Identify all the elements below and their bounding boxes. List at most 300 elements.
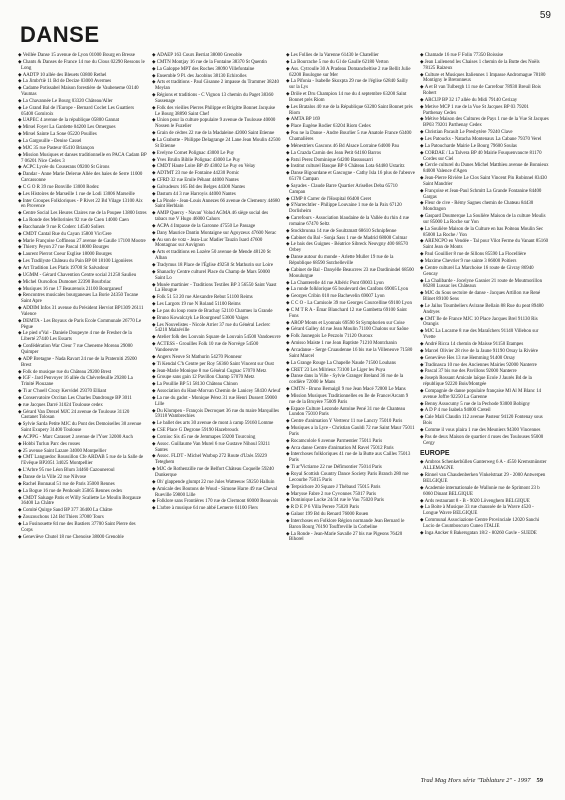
entry-text: Dastum 44 3 rue Harroyis 44000 Nantes — [156, 191, 236, 197]
bullet-icon: ◆ — [286, 266, 291, 272]
entry-text: Gérard Galley 44 rue Jean Moulin 71100 Chalons sur Saône — [290, 327, 409, 333]
bullet-icon: ◆ — [420, 187, 425, 193]
bullet-icon: ◆ — [152, 210, 157, 216]
bullet-icon: ◆ — [420, 340, 425, 346]
bullet-icon: ◆ — [152, 394, 157, 400]
entry-text: Régions et traditions - C Vignon 13 chemin du Paget 38360 Sassenage — [155, 93, 274, 104]
address-entry — [286, 531, 415, 544]
entry-text: Au son de votz - Jean-Luc Madier Tauzin Isard 47600 Montagnac sur Auvignon — [155, 237, 263, 249]
entry-text: IGF - Jard Penvoyer 16 allée du Chévrefeuille 29280 La Trinité Plouzane — [21, 376, 133, 388]
bullet-icon: ◆ — [152, 177, 157, 183]
entry-text: R D E P 6 Villa Perere 75020 Paris — [290, 505, 360, 511]
address-entry — [18, 402, 147, 409]
bullet-icon: ◆ — [420, 149, 425, 155]
address-entry — [152, 361, 281, 368]
entry-text: Le Jailus Toumbeliers Avirane Bellain 88 Rue du peat 89480 Andryes — [423, 303, 544, 315]
address-entry — [152, 269, 281, 282]
address-entry — [152, 198, 281, 211]
bullet-icon: ◆ — [286, 254, 291, 260]
entry-text: CMDT Saluage Patis et Willy Scaliette Le Moulin Borgauze 36400 La Châtre — [21, 495, 141, 507]
bullet-icon: ◆ — [152, 367, 157, 373]
address-entry — [18, 272, 147, 279]
bullet-icon: ◆ — [18, 375, 23, 381]
address-entry — [286, 511, 415, 518]
entry-text: Ass. Cytroulle 30 A Pradeau Domancheltise 2 rue Bellit Julie 62200 Boulogne sur Mer — [289, 66, 411, 78]
entry-text: Ensemble 9 Pl. des Jacobins 38130 Echirolles — [156, 73, 247, 79]
entry-text: La Grabotte - Philippe Delagrange 24 Lane Jean Moulin 42500 St Etienne — [155, 137, 281, 149]
bullet-icon: ◆ — [286, 149, 291, 155]
entry-text: La Bogue 16 rue de Penhouët 35065 Rennes cedex — [22, 488, 123, 494]
address-entry — [420, 162, 549, 175]
address-entry — [152, 117, 281, 130]
entry-text: La Pouillie BP 51 58130 Château Chinon — [156, 382, 238, 388]
bullet-icon: ◆ — [420, 238, 425, 244]
entry-text: Stockbrunna 14 rue de Soultzmatt 68610 Schnipfenne — [290, 228, 397, 234]
address-entry — [18, 448, 147, 455]
address-entry — [18, 409, 147, 422]
address-entry — [286, 484, 415, 491]
address-entry — [152, 374, 281, 381]
address-entry — [286, 150, 415, 157]
bullet-icon: ◆ — [286, 58, 291, 64]
entry-text: AMIP Quercy - Navan' Volud AGMA 46 siège social des tabacs rue V Hugo 46000 Cahors — [155, 211, 269, 223]
bullet-icon: ◆ — [152, 453, 157, 459]
address-entry — [18, 488, 147, 495]
bullet-icon: ◆ — [286, 170, 291, 176]
address-entry — [152, 341, 281, 354]
bullet-icon: ◆ — [420, 52, 425, 57]
bullet-icon: ◆ — [286, 366, 291, 372]
address-entry — [420, 434, 549, 447]
bullet-icon: ◆ — [152, 498, 157, 504]
address-entry — [286, 347, 415, 360]
entry-text: Espace Culture Lezonde Antoine Pené 31 rue de Chanteau Lundon 75010 Paris — [289, 406, 406, 418]
address-entry — [286, 202, 415, 215]
entry-text: ACTESS - Grouilles Folk 10 rue de Norvège 54500 Vandoeuvre — [155, 342, 259, 353]
bullet-icon: ◆ — [286, 373, 291, 379]
europe-entries — [420, 459, 549, 536]
bullet-icon: ◆ — [18, 285, 23, 291]
address-entry — [18, 238, 147, 245]
bullet-icon: ◆ — [152, 466, 157, 472]
entry-text: Cabinet de Bal - Danyèlle Beaucrew 23 rue Dardinindel 68500 Mooulurgue — [289, 267, 414, 279]
address-entry — [152, 262, 281, 269]
address-entry — [18, 117, 147, 124]
entry-text: Centre d'animation Y Vertrenr 11 rue Lancry 75010 Paris — [290, 419, 403, 425]
address-entry — [152, 479, 281, 486]
entry-text: La Chanterelle 44 rue Albéric Pont 69003 Lyon — [290, 280, 384, 286]
bullet-icon: ◆ — [286, 234, 291, 240]
address-entry — [18, 138, 147, 145]
entry-text: Les Tradilyste Château du Pain BP 08 18100 Ligonières — [22, 259, 133, 265]
address-entry — [420, 213, 549, 226]
address-entry — [18, 434, 147, 441]
entry-text: Centre culturel La Marchoise 16 route de Givray 86940 Gencay — [423, 265, 534, 277]
address-entry — [18, 244, 147, 251]
bullet-icon: ◆ — [420, 58, 425, 64]
address-entry — [420, 316, 549, 329]
bullet-icon: ◆ — [286, 52, 291, 57]
address-entry — [18, 124, 147, 131]
bullet-icon: ◆ — [420, 116, 425, 122]
bullet-icon: ◆ — [286, 65, 291, 71]
entry-text: AROP Monts et Lyonnais 69590 St Symphorien sur Coise — [290, 320, 405, 326]
address-entry — [420, 388, 549, 401]
address-entry — [286, 66, 415, 79]
bullet-icon: ◆ — [286, 300, 291, 306]
address-entry — [18, 356, 147, 369]
bullet-icon: ◆ — [420, 264, 425, 270]
entry-text: Danse Bigourdane et Gascogne - Cathy Isla 16 plus de l'abeuve 65170 Campan — [289, 171, 415, 183]
entry-text: Musée martinier - Traditions Textiles BP 3 56550 Saint Vaast La Hougue — [155, 282, 277, 294]
bullet-icon: ◆ — [286, 497, 291, 503]
bullet-icon: ◆ — [18, 85, 23, 91]
address-entry — [152, 334, 281, 341]
bullet-icon: ◆ — [286, 333, 291, 339]
bullet-icon: ◆ — [18, 52, 23, 57]
bullet-icon: ◆ — [286, 306, 291, 312]
entry-text: ACPA 4 Impasse de la Garonne 47550 Le Passage — [156, 223, 256, 229]
entry-text: Rachel Bonnaud 51 rue de Paris 35000 Rennes — [22, 481, 115, 487]
address-entry — [286, 228, 415, 235]
address-entry — [286, 504, 415, 511]
bullet-icon: ◆ — [18, 171, 23, 177]
entry-text: Inter Groupes Folkloriques - P Rivet 22 Bd Vilage 13100 Aix en Provence — [21, 198, 143, 210]
bullet-icon: ◆ — [420, 103, 425, 109]
entry-text: La Fusinouette 84 rue des Bastiers 37700 Saint Pierre des Corps — [21, 521, 136, 533]
address-entry — [18, 279, 147, 286]
address-entry — [286, 393, 415, 406]
bullet-icon: ◆ — [286, 163, 291, 169]
address-entry — [152, 170, 281, 177]
address-entry — [152, 223, 281, 230]
bullet-icon: ◆ — [152, 229, 157, 235]
bullet-icon: ◆ — [152, 236, 157, 242]
entry-text: La Pinole - Jean-Louis Annezes 66 avenue de Clemenry 44680 Saint Herblain — [155, 198, 280, 210]
entry-text: Geneviève Chutel 18 rue Chenoise 38000 Grenoble — [22, 534, 124, 540]
bullet-icon: ◆ — [420, 375, 425, 381]
address-entry — [286, 320, 415, 327]
entry-text: Confédération War Cleur 7 rue Cheneme Moreau 29000 Quimper — [21, 344, 133, 355]
address-entry — [286, 373, 415, 386]
bullet-icon: ◆ — [420, 433, 425, 439]
entry-text: Pou ne la Danse - Andre Bourlier 5 rue Anatole France 63400 Chamalières — [289, 131, 412, 142]
bullet-icon: ◆ — [420, 129, 425, 135]
bullet-icon: ◆ — [18, 210, 23, 216]
bullet-icon: ◆ — [286, 116, 291, 122]
entry-text: Ti Kendal C'h Centre per Roy 56360 Saint Vincent sur Oust — [156, 361, 274, 367]
bullet-icon: ◆ — [18, 251, 23, 257]
entry-text: C C O - La Camisole 39 rue Georges Courcelline 69100 Lyon — [290, 301, 412, 307]
bullet-icon: ◆ — [420, 142, 425, 148]
bullet-icon: ◆ — [286, 279, 291, 285]
bullet-icon: ◆ — [18, 514, 23, 520]
address-entry — [420, 136, 549, 143]
entry-text: Pas de deux Maison de quartier 4 ruses des Toulouses 95000 Cergy — [423, 434, 544, 446]
address-entry — [18, 171, 147, 184]
address-entry — [420, 97, 549, 104]
bullet-icon: ◆ — [286, 286, 291, 292]
entry-text: Jean Luilenend les Chaises 1 chemin de la Butte des Noëls 78125 Raizeux — [423, 59, 540, 71]
entry-text: CIMP 8 Carrer de l'Hospital 66400 Ceret — [290, 196, 371, 202]
address-entry — [286, 300, 415, 307]
address-entry — [286, 445, 415, 452]
entry-text: Zouzouchons 124 Bd Thiers 37000 Tours — [22, 515, 104, 521]
bullet-icon: ◆ — [420, 258, 425, 263]
entry-text: Terpsichore 20 Square J Thébaud 75015 Paris — [290, 484, 381, 490]
address-entry — [286, 406, 415, 419]
bullet-icon: ◆ — [18, 97, 23, 103]
entry-text: Grain de cèdres 22 rue de la Madaleine 42000 Saint Etienne — [156, 131, 275, 137]
address-entry — [152, 505, 281, 512]
bullet-icon: ◆ — [420, 328, 425, 334]
entry-text: ARCUP BP 32 17 allée du Midi 79140 Cerizay — [424, 97, 518, 103]
bullet-icon: ◆ — [152, 92, 157, 98]
bullet-icon: ◆ — [420, 504, 425, 510]
entry-text: Chants & Danses de France 14 rue du Clous 02290 Ressons le Long — [21, 59, 145, 71]
bullet-icon: ◆ — [286, 215, 291, 221]
entry-text: La Boite à Musique 33 rue chaussée de la Wavre 4520 - Longue Wavre BELGIQUE — [423, 505, 534, 517]
address-entry — [18, 507, 147, 514]
bullet-icon: ◆ — [18, 183, 23, 189]
entry-text: Amicale des Boutons de Woud - Simone Harre 49 rue Cheval Rueville 59800 Lille — [155, 486, 278, 498]
entry-text: Union pour la culture populaire 9 avenue de Toulouse 40000 Nossen le Fuzelier — [155, 118, 276, 130]
address-entry — [18, 343, 147, 356]
entry-text: Les Histoires de Marseille 1 rue de Lodi 13006 Marseille — [22, 191, 135, 197]
bullet-icon: ◆ — [286, 293, 291, 299]
bullet-icon: ◆ — [18, 507, 23, 513]
bullet-icon: ◆ — [18, 271, 23, 277]
bullet-icon: ◆ — [152, 388, 157, 394]
address-entry — [152, 441, 281, 454]
bullet-icon: ◆ — [152, 341, 157, 347]
address-entry — [420, 341, 549, 348]
entry-text: Le bais des Guignes - Béatrice Sibreck Neuvgny 400 68570 Orbey — [289, 242, 408, 254]
entry-text: Danse autour du monde - Arlette Muller 19 rue de la République 68590 Sutchelleville — [289, 255, 394, 266]
address-entry — [420, 84, 549, 97]
bullet-icon: ◆ — [420, 361, 425, 367]
address-entry — [286, 91, 415, 104]
entry-text: Interchoses en Folklore Région normande Jean Bernard le Baron Bourg 76190 Touffreville la Corbeline — [289, 518, 405, 530]
address-entry — [18, 145, 147, 152]
bullet-icon: ◆ — [18, 454, 23, 460]
entry-text: Les Nouvelistes - Nicole Arrier 37 rue du Général Leclerc 54210 Malzéville — [155, 322, 271, 334]
entry-text: Françoise et Jean-Paul Schmitt La Grande Fontanine 84400 Gargas — [423, 188, 542, 200]
bullet-icon: ◆ — [152, 156, 157, 162]
bullet-icon: ◆ — [286, 326, 291, 332]
entry-text: Sayades - Claude Barre Quartier Ariselles Deba 65710 Campan — [289, 183, 398, 195]
bullet-icon: ◆ — [18, 520, 23, 526]
bullet-icon: ◆ — [286, 392, 291, 398]
address-entry — [286, 183, 415, 196]
address-entry — [286, 286, 415, 293]
address-entry — [420, 226, 549, 239]
entry-text: Dany Maurice Dantin Montaigne sur Agoyzeux 47600 Nerac — [156, 230, 277, 236]
bullet-icon: ◆ — [286, 91, 291, 97]
entry-text: Mission Musiques et danses traditionnelle en PACA Cadam BP 7 06201 Nice Cedex 3 — [21, 152, 147, 164]
entry-text: La Pifonia - Isabelle Skoxpta 29 rue de l'église 62840 Sailly sur la Lys — [289, 79, 409, 91]
bullet-icon: ◆ — [18, 433, 23, 439]
address-entry — [152, 191, 281, 198]
address-entry — [18, 198, 147, 211]
address-entry — [286, 418, 415, 425]
bullet-icon: ◆ — [152, 374, 157, 380]
address-entry — [420, 72, 549, 85]
bullet-icon: ◆ — [18, 330, 23, 336]
address-entry — [286, 425, 415, 438]
address-entry — [420, 504, 549, 517]
address-entry — [420, 143, 549, 150]
address-entry — [18, 330, 147, 343]
address-entry — [18, 474, 147, 481]
page-footer — [421, 777, 543, 784]
bullet-icon: ◆ — [18, 244, 23, 250]
entry-text: Tradinasca 10 rue des Anciennes Mairies 92000 Nanterre — [424, 362, 537, 368]
entry-text: Cornioc Sis 45 rue de Jemmapes 59200 Tourcoing — [156, 434, 256, 440]
bullet-icon: ◆ — [152, 294, 157, 300]
bullet-icon: ◆ — [152, 334, 157, 340]
bullet-icon: ◆ — [18, 278, 23, 284]
entry-text: Evelyne Cornet Polignac 43000 Le Puy — [156, 150, 235, 156]
entry-text: Rencontres musicales bourganeues La Borie 24350 Tocane Saint Apre — [21, 293, 139, 305]
entry-text: La ronde folklorique 65 boulevard des Canfons 69005 Lyon — [290, 287, 409, 293]
bullet-icon: ◆ — [152, 427, 157, 433]
address-entry — [286, 518, 415, 531]
bullet-icon: ◆ — [286, 78, 291, 84]
bullet-icon: ◆ — [152, 485, 157, 491]
address-entry — [152, 249, 281, 262]
address-entry — [152, 315, 281, 322]
column-4-entries — [420, 52, 549, 446]
entry-text: L'Arbre 95 rue Léon Blum 34460 Cazouneroul — [22, 468, 115, 474]
entry-text: CMTN - Bruno Bernaigil 9 rue Jean Macé 72000 Le Mans — [290, 387, 406, 393]
address-entry — [18, 369, 147, 376]
address-entry — [152, 52, 281, 59]
address-entry — [18, 131, 147, 138]
entry-text: La Bourrache 5 rue du Gl de Gaulle 62180 Verton — [290, 59, 389, 65]
address-entry — [152, 73, 281, 80]
bullet-icon: ◆ — [286, 195, 291, 201]
address-entry — [420, 251, 549, 258]
entry-text: A D P 4 rue Isabela 94000 Creteil — [424, 408, 491, 414]
address-entry — [18, 395, 147, 402]
bullet-icon: ◆ — [420, 347, 425, 353]
address-entry — [420, 362, 549, 369]
address-entry — [152, 66, 281, 73]
bullet-icon: ◆ — [420, 213, 425, 219]
entry-text: Jean-Pierre Rivière Le Clos Saint Vincent Pin Robinnel 83430 Saint Mandrier — [423, 176, 547, 187]
address-entry — [18, 98, 147, 105]
address-entry — [152, 79, 281, 92]
entry-text: Arts et traditions - Paul Gisanne 2 impasse du Trammer 38240 Meylan — [155, 80, 279, 92]
address-entry — [18, 521, 147, 534]
address-entry — [286, 170, 415, 183]
address-entry — [152, 137, 281, 150]
entry-text: CMDT Haute Loire BP 49 43002 Le Puy en Velay — [156, 164, 256, 170]
entry-text: Les Bratalos 40 rue de la République 63200 Saint Bonnet près Riom — [289, 104, 413, 116]
bullet-icon: ◆ — [18, 230, 23, 236]
entry-text: Geneviève Hes 13 rue Hemming 91400 Orsay — [424, 355, 516, 361]
entry-text: Folk de musique rue du Château 29200 Brest — [22, 369, 112, 375]
address-entry — [420, 517, 549, 530]
bullet-icon: ◆ — [420, 529, 425, 535]
address-entry — [286, 340, 415, 347]
bullet-icon: ◆ — [18, 58, 23, 64]
entry-text: Arcadanse - Serge Cruaudenne 16 bis rue la Villeneuve 71580 Saint Marcel — [289, 347, 413, 359]
bullet-icon: ◆ — [152, 505, 157, 511]
entry-text: C G O R 39 rue Bonville 13000 Rodez — [22, 184, 99, 190]
bullet-icon: ◆ — [420, 251, 425, 257]
entry-text: Arca danse Centre d'animation M Ravel 75012 Paris — [290, 445, 394, 451]
address-entry — [420, 355, 549, 362]
bullet-icon: ◆ — [152, 281, 157, 287]
address-entry — [152, 210, 281, 223]
bullet-icon: ◆ — [420, 459, 425, 465]
bullet-icon: ◆ — [286, 202, 291, 208]
bullet-icon: ◆ — [18, 151, 23, 157]
entry-text: Fleur de cive - Rémy Sagnes chemin de Chateau 84430 Mondragon — [423, 201, 534, 213]
bullet-icon: ◆ — [18, 440, 23, 446]
entry-text: CFRD 32 rue Emile Péhant 44000 Nantes — [156, 178, 239, 184]
address-entry — [18, 375, 147, 388]
entry-text: Compagnie de danse populaire française Ml Al M Blanc 14 avenue Joffre 92250 La Garenne — [423, 388, 542, 400]
bullet-icon: ◆ — [18, 197, 23, 203]
bullet-icon: ◆ — [18, 317, 23, 323]
address-entry — [18, 164, 147, 171]
address-entry — [420, 401, 549, 408]
address-entry — [18, 388, 147, 395]
entry-text: La Chavannée Le Bourg 03320 Château/Aller — [22, 98, 113, 104]
address-entry — [286, 464, 415, 471]
address-entry — [286, 333, 415, 340]
bullet-icon: ◆ — [18, 343, 23, 349]
bullet-icon: ◆ — [18, 421, 23, 427]
entry-text: Association du Haut-Morvan Chemin de Lanicey 58430 Arleuf — [156, 389, 281, 395]
entry-text: Marcel Olivier 28 rive de la Jaune 91190 Orsay la Rivière — [424, 348, 539, 354]
entry-text: Galaor 199 Bd du Renard 76000 Rouen — [290, 512, 369, 518]
address-entry — [286, 163, 415, 170]
bullet-icon: ◆ — [420, 400, 425, 406]
bullet-icon: ◆ — [286, 418, 291, 424]
address-entry — [420, 59, 549, 72]
entry-text: La Gargouille - Denise Cassel — [22, 138, 82, 144]
bullet-icon: ◆ — [18, 117, 23, 123]
bullet-icon: ◆ — [18, 533, 23, 539]
entry-text: ADP Bretagne - Nada Ravart 24 rue de la Praterniti 29200 Brest — [21, 356, 137, 368]
address-entry — [18, 495, 147, 508]
bullet-icon: ◆ — [286, 517, 291, 523]
address-entry — [286, 386, 415, 393]
address-entry — [18, 441, 147, 448]
address-entry — [18, 467, 147, 474]
bullet-icon: ◆ — [18, 190, 23, 196]
entry-text: Folk des vieilles Pierres Philippe et Brigitte Bonnet Jacquise Le Bourg 38890 Saint Chef — [155, 105, 276, 117]
bullet-icon: ◆ — [18, 487, 23, 493]
address-entry — [152, 434, 281, 441]
entry-text: Ménestriers Gascons 46 Bd Alsace Lorraine 64000 Pau — [290, 143, 399, 149]
bullet-icon: ◆ — [286, 241, 291, 247]
bullet-icon: ◆ — [286, 444, 291, 450]
bullet-icon: ◆ — [18, 217, 23, 223]
address-entry — [18, 152, 147, 165]
address-entry — [18, 258, 147, 265]
entry-text: Le pied o'Val - Daniele Doupeyre 4 rue de Fresher de la Liberté 27440 Les Essarts — [21, 331, 132, 343]
address-entry — [152, 466, 281, 479]
bullet-icon: ◆ — [420, 200, 425, 206]
bullet-icon: ◆ — [420, 484, 425, 490]
entry-text: Assoc. Guillaume Van Murel 6 rue Gustave Nihoul 59211 Santes — [155, 441, 271, 453]
bullet-icon: ◆ — [152, 52, 157, 57]
